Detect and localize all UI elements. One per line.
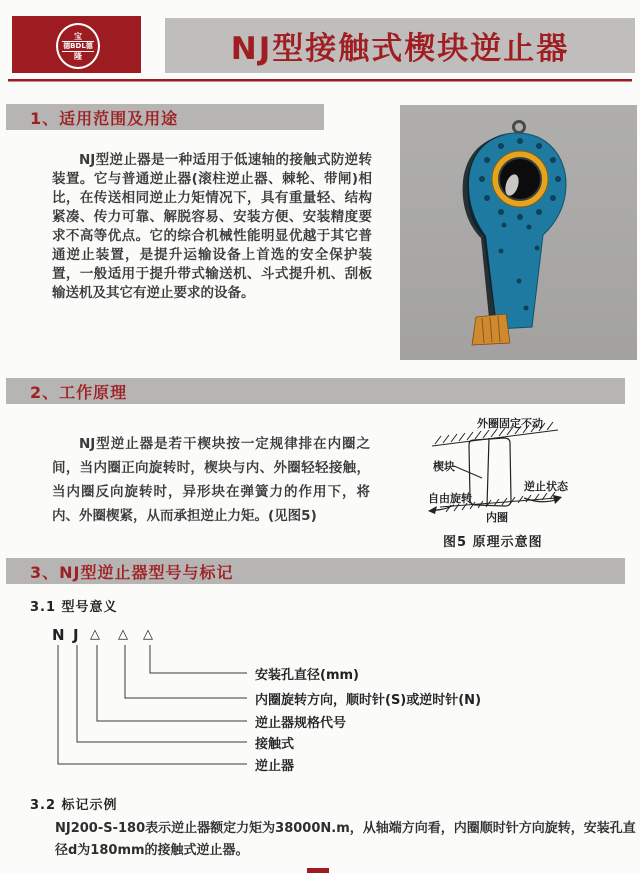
diagram-label-outer-ring: 外圈固定不动 [477, 417, 543, 430]
model-label-spec-code: 逆止器规格代号 [255, 716, 347, 731]
diagram-label-free-rotation: 自由旋转 [428, 492, 472, 505]
diagram-label-wedge: 楔块 [433, 460, 455, 473]
brand-logo-seal [56, 23, 100, 69]
footer-page-mark [307, 868, 329, 873]
wedge-pointer-line [454, 466, 482, 478]
model-triangle-1: △ [90, 627, 100, 642]
model-triangle-2: △ [118, 627, 128, 642]
section3-header-bar [6, 558, 625, 584]
header-divider [8, 79, 632, 82]
subsection-3-1-heading: 3.1 型号意义 [30, 600, 118, 615]
brand-logo [12, 16, 141, 73]
model-letter-j: J [73, 626, 79, 644]
model-label-hole-diameter: 安装孔直径(mm) [255, 668, 359, 683]
figure5-caption: 图5 原理示意图 [443, 535, 543, 550]
section2-paragraph: NJ型逆止器是若干楔块按一定规律排在内圈之间，当内圈正向旋转时，楔块与内、外圈轻轻接触，当内圈反向旋转时，异形块在弹簧力的作用下，将内、外圈楔紧，从而承担逆止力矩。(见图5) [52, 436, 370, 524]
section2-header-bar [6, 378, 625, 404]
model-label-contact-type: 接触式 [255, 737, 295, 752]
model-label-backstop: 逆止器 [255, 759, 295, 774]
diagram-label-backstop-state: 逆止状态 [524, 480, 568, 493]
logo-middle-text: 德BDL德 [63, 41, 93, 50]
page-title: NJ型接触式楔块逆止器 [230, 31, 570, 67]
model-letter-n: N [52, 626, 65, 644]
principle-diagram [402, 414, 634, 532]
section1-header-bar [6, 104, 324, 130]
section3-heading: 3、NJ型逆止器型号与标记 [30, 562, 234, 582]
model-triangle-3: △ [143, 627, 153, 642]
product-photo [400, 105, 637, 360]
wedge-block [469, 438, 511, 506]
marking-example-paragraph: NJ200-S-180表示逆止器额定力矩为38000N.m，从轴端方向看，内圈顺时针方向旋转，安装孔直径d为180mm的接触式逆止器。 [55, 821, 636, 858]
logo-bottom-char: 隆 [74, 51, 82, 61]
section1-paragraph: NJ型逆止器是一种适用于低速轴的接触式防逆转装置。它与普通逆止器(滚柱逆止器、棘轮、带闸)相比，在传送相同逆止力矩情况下，具有重量轻、结构紧凑、传力可靠、解脱容易、安装方便、安装精度要求不高等优点。它的综合机械性能明显优越于其它普通逆止装置，是提升运输设备上首选的安全保护装置，一般适用于提升带式输送机、斗式提升机、刮板输送机及其它有逆止要求的设备。 [52, 152, 372, 301]
model-label-rotation-direction: 内圈旋转方向，顺时针(S)或逆时针(N) [255, 693, 482, 708]
section1-heading: 1、适用范围及用途 [30, 108, 179, 128]
section2-heading: 2、工作原理 [30, 382, 128, 402]
page-title-band [165, 18, 635, 73]
diagram-label-inner-ring: 内圈 [486, 511, 508, 524]
subsection-3-2-heading: 3.2 标记示例 [30, 798, 118, 813]
logo-top-char: 宝 [74, 31, 82, 41]
